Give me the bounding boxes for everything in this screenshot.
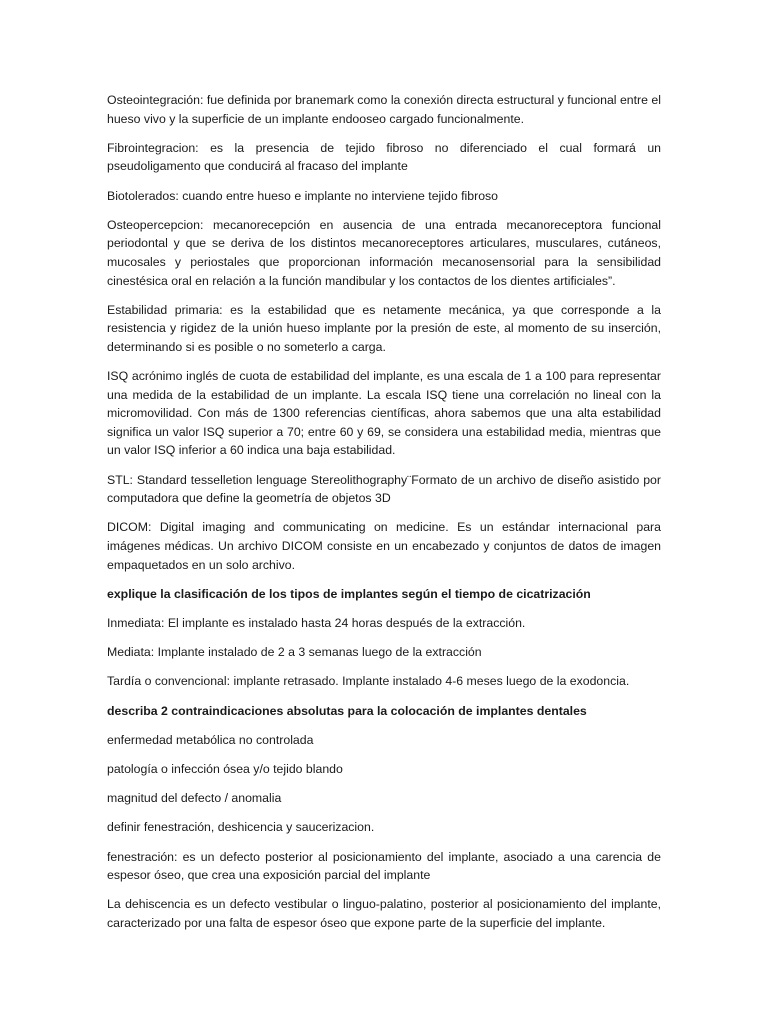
list-item-contraindicacion-2: patología o infección ósea y/o tejido blando bbox=[107, 761, 343, 776]
paragraph-dehiscencia: La dehiscencia es un defecto vestibular o linguo-palatino, posterior al posicionamiento del implante, caracterizado por una falta de espesor óseo que expone parte de la superficie del implante. bbox=[107, 897, 661, 930]
list-item-contraindicacion-1: enfermedad metabólica no controlada bbox=[107, 732, 314, 747]
paragraph-dicom: DICOM: Digital imaging and communicating on medicine. Es un estándar internacional para imágenes médicas. Un archivo DICOM consiste en un encabezado y conjuntos de datos de imagen empaquetados en un solo archivo. bbox=[107, 520, 661, 572]
paragraph-definir: definir fenestración, deshicencia y saucerizacion. bbox=[107, 820, 375, 835]
paragraph-osteointegracion: Osteointegración: fue definida por branemark como la conexión directa estructural y funcional entre el hueso vivo y la superficie de un implante endooseo cargado funcionalmente. bbox=[107, 93, 661, 126]
paragraph-tardia: Tardía o convencional: implante retrasado. Implante instalado 4-6 meses luego de la exodoncia. bbox=[107, 674, 630, 689]
heading-contraindicaciones: describa 2 contraindicaciones absolutas para la colocación de implantes dentales bbox=[107, 703, 587, 718]
list-item-contraindicacion-3: magnitud del defecto / anomalia bbox=[107, 791, 282, 806]
document-page bbox=[107, 91, 661, 943]
paragraph-fibrointegracion: Fibrointegracion: es la presencia de tejido fibroso no diferenciado el cual formará un pseudoligamento que conducirá al fracaso del implante bbox=[107, 140, 661, 174]
paragraph-stl: STL: Standard tesselletion lenguage Stereolithography¨Formato de un archivo de diseño asistido por computadora que define la geometría de objetos 3D bbox=[107, 472, 661, 506]
paragraph-mediata: Mediata: Implante instalado de 2 a 3 semanas luego de la extracción bbox=[107, 645, 482, 660]
paragraph-isq: ISQ acrónimo inglés de cuota de estabilidad del implante, es una escala de 1 a 100 para representar una medida de la estabilidad de un implante. La escala ISQ tiene una correlación no lineal con la micromovilidad. Con más de 1300 referencias científicas, ahora sabemos que una alta estabilidad significa un valor ISQ superior a 70; entre 60 y 69, se considera una estabilidad media, mientras que un valor ISQ inferior a 60 indica una baja estabilidad. bbox=[107, 369, 661, 458]
paragraph-osteopercepcion: Osteopercepcion: mecanorecepción en ausencia de una entrada mecanoreceptora funcional periodontal y que se deriva de los distintos mecanoreceptores articulares, musculares, cutáneos, mucosales y periostales que proporcionan información mecanosensorial para la sensibilidad cinestésica oral en relación a la función mandibular y los contactos de los dientes artificiales”. bbox=[107, 217, 661, 288]
paragraph-biotolerados: Biotolerados: cuando entre hueso e implante no interviene tejido fibroso bbox=[107, 188, 499, 203]
paragraph-fenestracion: fenestración: es un defecto posterior al posicionamiento del implante, asociado a una carencia de espesor óseo, que crea una exposición parcial del implante bbox=[107, 849, 661, 883]
heading-clasificacion-implantes: explique la clasificación de los tipos de implantes según el tiempo de cicatrización bbox=[107, 586, 591, 601]
paragraph-estabilidad-primaria: Estabilidad primaria: es la estabilidad que es netamente mecánica, ya que corresponde a la resistencia y rigidez de la unión hueso implante por la presión de este, al momento de su inserción, determinando si es posible o no someterlo a carga. bbox=[107, 302, 661, 354]
paragraph-inmediata: Inmediata: El implante es instalado hasta 24 horas después de la extracción. bbox=[107, 616, 526, 630]
